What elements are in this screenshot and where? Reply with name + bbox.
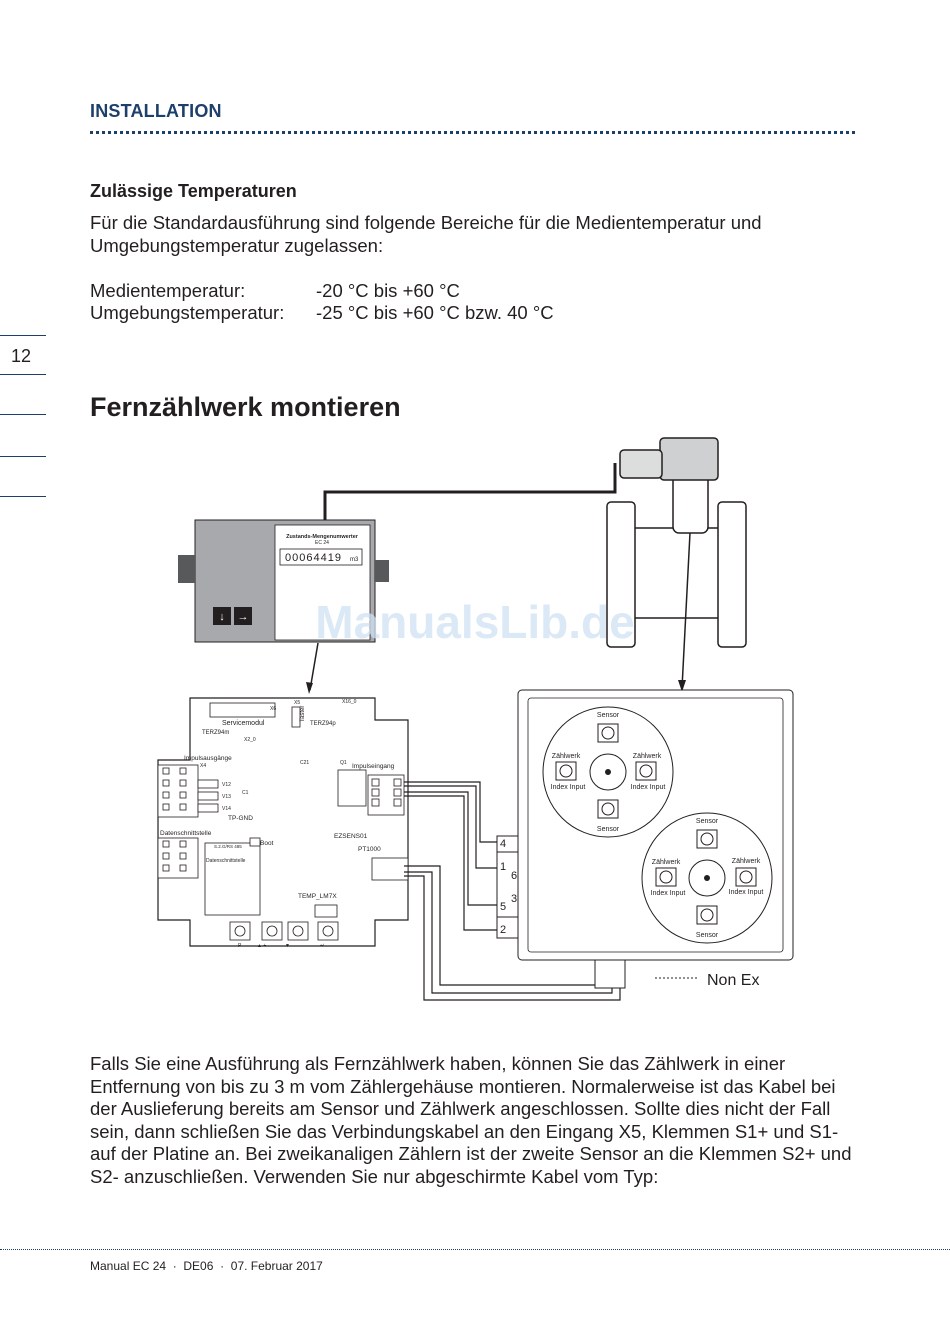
- sensor-disc-2: [642, 813, 772, 943]
- footer-manual: Manual EC 24: [90, 1259, 167, 1273]
- board-button-enter: ↵: [320, 943, 325, 949]
- device-display-unit: m3: [350, 557, 359, 563]
- temp-value: -20 °C bis +60 °C: [316, 280, 460, 301]
- watermark: ManualsLib.de: [315, 596, 635, 648]
- board-servicemodul: Servicemodul: [222, 720, 265, 727]
- terminal-3: 3: [511, 893, 518, 905]
- temp-label: Umgebungstemperatur:: [90, 302, 285, 323]
- index-input-label: Index Input: [728, 889, 764, 896]
- board-terz94p: TERZ94p: [310, 721, 336, 727]
- terminal-1: 1: [500, 861, 507, 873]
- header-divider: [90, 131, 855, 134]
- terminal-4: 4: [500, 838, 507, 850]
- remote-counter-body: Falls Sie eine Ausführung als Fernzählwerk haben, können Sie das Zählwerk in einer Entfernung von bis zu 3 m vom Zählergehäuse montieren. Normalerweise ist das Kabel bei der Auslieferung bereits am Sensor und Zählwerk angeschlossen. Sollte dies nicht der Fall sein, dann schließen Sie das Verbindungskabel an den Eingang X5, Klemmen S1+ und S1- auf der Platine an. Bei zweikanaligen Zählern ist der zweite Sensor an die Klemmen S2+ und S2- anzuschließen. Verwenden Sie nur abgeschirmte Kabel vom Typ:: [90, 1053, 852, 1187]
- terminal-5: 5: [500, 901, 507, 913]
- sensor-label: Sensor: [596, 712, 620, 719]
- board-x16: X16_0: [342, 699, 357, 705]
- board-x6: X6: [270, 706, 277, 712]
- board-rs485: S.2.G/RS 485: [214, 844, 242, 849]
- board-v12: V12: [222, 782, 231, 788]
- board-x4: X4: [200, 763, 207, 769]
- terminal-2: 2: [500, 924, 507, 936]
- side-rule: [0, 456, 46, 457]
- temp-row-medium: [90, 280, 460, 302]
- sensor-disc-1: [543, 707, 673, 837]
- board-pt1000: PT1000: [358, 846, 381, 853]
- zaehlwerk-label: Zählwerk: [651, 859, 681, 866]
- non-ex-label: Non Ex: [707, 972, 760, 989]
- board-datenschnittstelle: Datenschnittstelle: [160, 830, 212, 837]
- board-ezsens01: EZSENS01: [334, 833, 368, 840]
- board-taster: Taster: [300, 705, 306, 722]
- index-input-label: Index Input: [630, 784, 666, 791]
- board-impulseingang: Impulseingang: [352, 763, 395, 770]
- board-q1: Q1: [340, 760, 347, 766]
- board-boot: Boot: [260, 840, 274, 847]
- temp-value: -25 °C bis +60 °C bzw. 40 °C: [316, 302, 554, 323]
- zaehlwerk-label: Zählwerk: [632, 753, 662, 760]
- svg-text:→: →: [237, 611, 249, 623]
- circuit-board: [158, 698, 408, 949]
- index-input-label: Index Input: [650, 890, 686, 897]
- side-rule: [0, 374, 46, 375]
- temperatures-heading: Zulässige Temperaturen: [90, 181, 297, 201]
- section-title: INSTALLATION: [90, 101, 222, 121]
- temp-row-ambient: [90, 302, 554, 324]
- signal-line: [682, 533, 690, 688]
- board-c21: C21: [300, 760, 310, 766]
- device-title: Zustands-Mengenumwerter: [286, 534, 358, 540]
- board-x2: X2_0: [244, 737, 256, 743]
- svg-text:↓: ↓: [219, 611, 225, 623]
- board-button-p: P: [238, 943, 242, 949]
- side-rule: [0, 335, 46, 336]
- zaehlwerk-label: Zählwerk: [731, 858, 761, 865]
- device-model: EC 24: [315, 540, 329, 546]
- footer-date: 07. Februar 2017: [230, 1259, 323, 1273]
- footer: [90, 1259, 323, 1273]
- device-display-value: 00064419: [285, 552, 342, 564]
- footer-separator: ·: [216, 1259, 231, 1273]
- board-datenschnittstelle2: Datenschnittstelle: [206, 858, 246, 864]
- board-x5: X5: [294, 700, 301, 706]
- board-temp-lm7x: TEMP_LM7X: [298, 893, 337, 900]
- temp-label: Medientemperatur:: [90, 280, 246, 301]
- footer-version: DE06: [183, 1259, 214, 1273]
- sensor-label: Sensor: [596, 826, 620, 833]
- temperatures-intro: Für die Standardausführung sind folgende Bereiche für die Medientemperatur und Umgebungstemperatur zugelassen:: [90, 212, 762, 256]
- sensor-label: Sensor: [695, 932, 719, 939]
- board-v13: V13: [222, 794, 231, 800]
- footer-separator: ·: [169, 1259, 184, 1273]
- board-c1: C1: [242, 790, 249, 796]
- board-button-up: ▲ +: [257, 943, 267, 949]
- board-tp-gnd: TP-GND: [228, 815, 253, 822]
- board-v14: V14: [222, 806, 231, 812]
- side-rule: [0, 496, 46, 497]
- terminal-6: 6: [511, 870, 518, 882]
- side-rule: [0, 414, 46, 415]
- sensor-label: Sensor: [695, 818, 719, 825]
- board-impulsausgaenge: Impulsausgänge: [184, 755, 232, 762]
- board-terz94m: TERZ94m: [202, 730, 230, 736]
- footer-divider: [0, 1249, 950, 1250]
- board-button-down: ▼ -: [285, 943, 294, 949]
- index-input-label: Index Input: [550, 784, 586, 791]
- zaehlwerk-label: Zählwerk: [551, 753, 581, 760]
- remote-counter-heading: Fernzählwerk montieren: [90, 392, 401, 422]
- wiring-diagram: [150, 435, 950, 1010]
- page-number: 12: [11, 346, 32, 366]
